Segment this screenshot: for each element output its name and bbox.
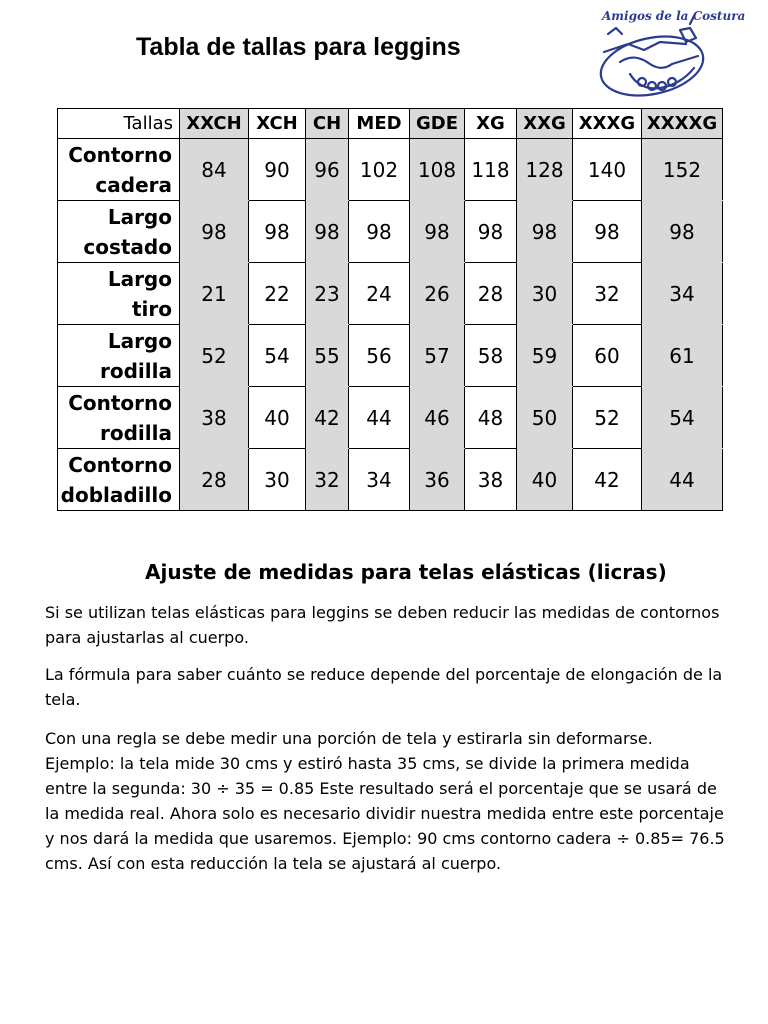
- table-cell: 42: [573, 449, 642, 511]
- table-cell: 118: [465, 139, 517, 201]
- table-cell: 128: [517, 139, 573, 201]
- handshake-icon: [595, 16, 708, 104]
- size-header: XXXG: [573, 109, 642, 139]
- table-cell: 50: [517, 387, 573, 449]
- table-row: [58, 201, 723, 263]
- table-cell: 98: [306, 201, 349, 263]
- table-cell: 21: [180, 263, 249, 325]
- table-cell: 98: [180, 201, 249, 263]
- table-row: [58, 325, 723, 387]
- table-cell: 98: [349, 201, 410, 263]
- size-header: MED: [349, 109, 410, 139]
- table-cell: 55: [306, 325, 349, 387]
- table-cell: 40: [517, 449, 573, 511]
- logo: [590, 4, 746, 108]
- size-header: CH: [306, 109, 349, 139]
- size-header: XXG: [517, 109, 573, 139]
- table-cell: 26: [410, 263, 465, 325]
- table-cell: 56: [349, 325, 410, 387]
- table-cell: 57: [410, 325, 465, 387]
- table-cell: 42: [306, 387, 349, 449]
- size-header: XXXXG: [642, 109, 723, 139]
- table-cell: 140: [573, 139, 642, 201]
- table-cell: 30: [249, 449, 306, 511]
- table-cell: 48: [465, 387, 517, 449]
- row-label: [58, 325, 180, 387]
- paragraph-1: Si se utilizan telas elásticas para leggins se deben reducir las medidas de contornos para ajustarlas al cuerpo.: [45, 603, 720, 647]
- table-row: [58, 263, 723, 325]
- size-header: XCH: [249, 109, 306, 139]
- table-cell: 58: [465, 325, 517, 387]
- table-cell: 22: [249, 263, 306, 325]
- table-cell: 84: [180, 139, 249, 201]
- table-cell: 54: [249, 325, 306, 387]
- table-cell: 38: [465, 449, 517, 511]
- table-cell: 98: [642, 201, 723, 263]
- table-cell: 98: [249, 201, 306, 263]
- table-cell: 40: [249, 387, 306, 449]
- table-cell: 24: [349, 263, 410, 325]
- row-label-line2: rodilla: [100, 420, 172, 445]
- row-label-line1: Largo: [107, 328, 172, 353]
- page-title: Tabla de tallas para leggins: [136, 33, 461, 61]
- table-cell: 23: [306, 263, 349, 325]
- row-label-line2: cadera: [95, 172, 172, 197]
- row-label: [58, 201, 180, 263]
- table-row: [58, 449, 723, 511]
- table-cell: 54: [642, 387, 723, 449]
- row-label-line1: Contorno: [68, 390, 172, 415]
- table-cell: 28: [465, 263, 517, 325]
- row-label-line2: costado: [83, 234, 172, 259]
- row-label-line2: tiro: [131, 296, 172, 321]
- table-cell: 28: [180, 449, 249, 511]
- table-cell: 32: [573, 263, 642, 325]
- table-cell: 98: [573, 201, 642, 263]
- table-cell: 98: [410, 201, 465, 263]
- row-label: [58, 387, 180, 449]
- table-cell: 96: [306, 139, 349, 201]
- table-cell: 108: [410, 139, 465, 201]
- row-label: [58, 139, 180, 201]
- table-cell: 32: [306, 449, 349, 511]
- row-label-line2: dobladillo: [60, 482, 172, 507]
- row-label-line1: Contorno: [68, 452, 172, 477]
- table-cell: 102: [349, 139, 410, 201]
- logo-text: Amigos de la Costura: [602, 9, 746, 23]
- paragraph-3: Con una regla se debe medir una porción de tela y estirarla sin deformarse. Ejemplo: la tela mide 30 cms y estiró hasta 35 cms, se divide la primera medida entre la segunda: 30 ÷ 35 = 0.85 Este resultado será el porcentaje que se usará de la medida real. Ahora solo es necesario dividir nuestra medida entre este porcentaje y nos dará la medida que usaremos. Ejemplo: 90 cms contorno cadera ÷ 0.85= 76.5 cms. Así con esta reducción la tela se ajustará al cuerpo.: [45, 729, 725, 873]
- row-label-line1: Contorno: [68, 142, 172, 167]
- section-heading: Ajuste de medidas para telas elásticas (licras): [145, 560, 667, 584]
- table-cell: 98: [465, 201, 517, 263]
- row-label-line1: Largo: [107, 266, 172, 291]
- table-cell: 44: [642, 449, 723, 511]
- paragraph-2: La fórmula para saber cuánto se reduce depende del porcentaje de elongación de la tela.: [45, 665, 723, 709]
- table-row: [58, 139, 723, 201]
- table-cell: 34: [642, 263, 723, 325]
- table-cell: 44: [349, 387, 410, 449]
- size-header-row: [58, 109, 723, 139]
- table-cell: 61: [642, 325, 723, 387]
- table-row: [58, 387, 723, 449]
- table-cell: 52: [180, 325, 249, 387]
- size-header: GDE: [410, 109, 465, 139]
- table-cell: 60: [573, 325, 642, 387]
- table-cell: 46: [410, 387, 465, 449]
- corner-label: Tallas: [58, 109, 180, 139]
- row-label: [58, 449, 180, 511]
- table-cell: 36: [410, 449, 465, 511]
- size-table: [57, 108, 723, 511]
- table-cell: 34: [349, 449, 410, 511]
- size-header: XG: [465, 109, 517, 139]
- table-cell: 59: [517, 325, 573, 387]
- row-label-line1: Largo: [107, 204, 172, 229]
- size-header: XXCH: [180, 109, 249, 139]
- table-cell: 30: [517, 263, 573, 325]
- table-cell: 98: [517, 201, 573, 263]
- row-label-line2: rodilla: [100, 358, 172, 383]
- table-cell: 90: [249, 139, 306, 201]
- table-cell: 38: [180, 387, 249, 449]
- row-label: [58, 263, 180, 325]
- table-cell: 152: [642, 139, 723, 201]
- table-cell: 52: [573, 387, 642, 449]
